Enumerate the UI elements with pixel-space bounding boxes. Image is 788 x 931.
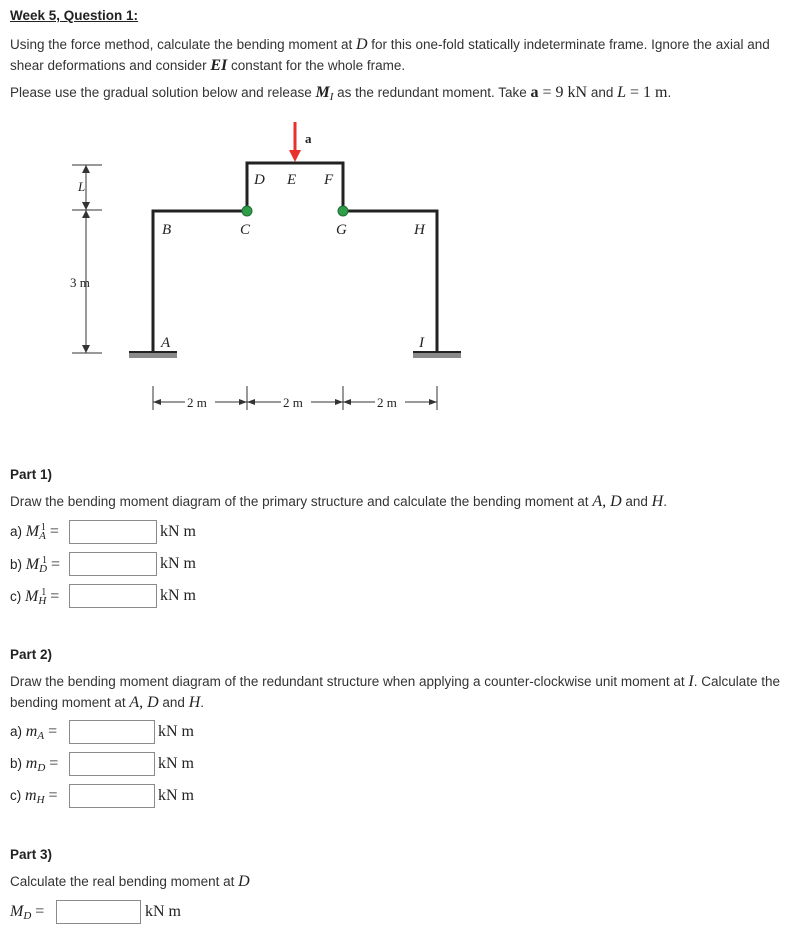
math-L-value: = 1 m bbox=[626, 84, 668, 101]
math-sub: A bbox=[37, 730, 45, 742]
node-label-E: E bbox=[287, 172, 297, 188]
part2-text-line-2 bbox=[10, 694, 204, 712]
math-sub: D bbox=[37, 762, 46, 774]
node-label-C: C bbox=[240, 222, 251, 238]
dim-label-L: L bbox=[78, 179, 86, 194]
load-arrow bbox=[289, 122, 301, 162]
hinge-G bbox=[338, 206, 348, 216]
part2-text-line-1 bbox=[10, 673, 780, 691]
dim-label-3m: 3 m bbox=[70, 275, 90, 290]
node-label-I: I bbox=[419, 335, 424, 351]
dim-arrowhead bbox=[343, 399, 351, 405]
dim-label-2m-1: 2 m bbox=[187, 395, 207, 410]
math-sup: 1 bbox=[42, 555, 48, 566]
part1-a-input[interactable] bbox=[69, 520, 157, 544]
part1-c-unit: kN m bbox=[160, 587, 196, 604]
math-sub-D: D bbox=[23, 910, 32, 922]
item-prefix: b) bbox=[10, 557, 26, 572]
part2-text2-end: . bbox=[200, 695, 205, 710]
frame-figure bbox=[0, 110, 788, 420]
part2-b-label: b) $m_D$ = bbox=[10, 755, 59, 774]
part1-c-label: c) $M_H^1$ = bbox=[10, 587, 60, 607]
part2-a-label: a) $m_A$ = bbox=[10, 723, 58, 742]
intro-line-3 bbox=[10, 84, 671, 103]
fixed-support-A bbox=[129, 352, 177, 358]
math-m: m bbox=[25, 723, 38, 740]
dim-arrowhead bbox=[247, 399, 255, 405]
part1-a-unit: kN m bbox=[160, 523, 196, 540]
dim-arrowhead bbox=[82, 165, 90, 173]
part3-input[interactable] bbox=[56, 900, 141, 924]
dimension-vertical bbox=[72, 165, 102, 353]
math-H: H bbox=[651, 493, 664, 510]
part2-text2-and: and bbox=[158, 695, 189, 710]
math-H: H bbox=[188, 694, 201, 711]
part1-b-unit: kN m bbox=[160, 555, 196, 572]
dim-arrowhead bbox=[239, 399, 247, 405]
dim-arrowhead bbox=[153, 399, 161, 405]
part3-text bbox=[10, 873, 250, 891]
part1-b-input[interactable] bbox=[69, 552, 157, 576]
node-label-F: F bbox=[324, 172, 334, 188]
intro-text: as the redundant moment. Take bbox=[333, 85, 531, 100]
math-M: M bbox=[25, 523, 40, 540]
part1-text-end: . bbox=[663, 494, 667, 509]
intro-line-1 bbox=[10, 36, 770, 54]
item-prefix: a) bbox=[10, 724, 26, 739]
part3-unit: kN m bbox=[145, 903, 181, 920]
part2-text-a: Draw the bending moment diagram of the redundant structure when applying a counter-clockwise unit moment at bbox=[10, 674, 689, 689]
math-sub: H bbox=[38, 595, 47, 607]
part2-heading: Part 2) bbox=[10, 647, 53, 662]
math-points: A, D bbox=[592, 493, 622, 510]
math-points: A, D bbox=[129, 694, 159, 711]
dim-arrowhead bbox=[82, 210, 90, 218]
part1-text bbox=[10, 493, 667, 511]
part2-b-input[interactable] bbox=[69, 752, 155, 776]
dim-label-2m-3: 2 m bbox=[377, 395, 397, 410]
part3-text-a: Calculate the real bending moment at bbox=[10, 874, 239, 889]
part1-heading: Part 1) bbox=[10, 467, 53, 482]
node-label-G: G bbox=[336, 222, 347, 238]
math-D: D bbox=[238, 873, 250, 890]
part2-a-unit: kN m bbox=[158, 723, 194, 740]
dim-arrowhead bbox=[82, 345, 90, 353]
part2-c-input[interactable] bbox=[69, 784, 155, 808]
math-M: M bbox=[315, 84, 330, 101]
fixed-support-I bbox=[413, 352, 461, 358]
intro-text: constant for the whole frame. bbox=[227, 58, 406, 73]
math-D: D bbox=[355, 36, 368, 53]
math-EI: EI bbox=[210, 57, 228, 74]
question-title: Week 5, Question 1: bbox=[10, 8, 139, 23]
part1-c-input[interactable] bbox=[69, 584, 157, 608]
item-prefix: c) bbox=[10, 788, 25, 803]
math-a-value: = 9 kN bbox=[538, 84, 588, 101]
item-prefix: a) bbox=[10, 524, 26, 539]
intro-text: . bbox=[667, 85, 672, 100]
part2-text2-a: bending moment at bbox=[10, 695, 130, 710]
part1-text-and: and bbox=[621, 494, 652, 509]
node-label-H: H bbox=[414, 222, 425, 238]
dim-label-2m-2: 2 m bbox=[283, 395, 303, 410]
part2-c-label: c) $m_H$ = bbox=[10, 787, 58, 806]
math-sub: H bbox=[36, 794, 45, 806]
math-sub: A bbox=[39, 530, 46, 542]
math-sup: 1 bbox=[41, 587, 47, 598]
item-prefix: c) bbox=[10, 589, 25, 604]
intro-text: Please use the gradual solution below and release bbox=[10, 85, 316, 100]
item-prefix: b) bbox=[10, 756, 26, 771]
part3-label: $M_D$ = bbox=[10, 903, 45, 922]
load-label-a: a bbox=[305, 131, 312, 146]
intro-line-2 bbox=[10, 57, 405, 75]
intro-text: for this one-fold statically indeterminate frame. Ignore the axial and bbox=[367, 37, 770, 52]
math-m: m bbox=[25, 787, 37, 804]
math-sub: D bbox=[39, 563, 48, 575]
frame-members bbox=[153, 163, 437, 352]
node-label-B: B bbox=[162, 222, 172, 238]
math-M: M bbox=[25, 588, 39, 605]
part1-b-label: b) $M_D^1$ = bbox=[10, 555, 61, 575]
node-label-D: D bbox=[254, 172, 265, 188]
part1-text-a: Draw the bending moment diagram of the primary structure and calculate the bending moment at bbox=[10, 494, 593, 509]
math-sup: 1 bbox=[40, 522, 46, 533]
part2-b-unit: kN m bbox=[158, 755, 194, 772]
dim-arrowhead bbox=[335, 399, 343, 405]
math-L: L bbox=[617, 84, 627, 101]
part2-a-input[interactable] bbox=[69, 720, 155, 744]
dim-arrowhead bbox=[429, 399, 437, 405]
part3-heading: Part 3) bbox=[10, 847, 53, 862]
part1-a-label: a) $M_A^1$ = bbox=[10, 522, 59, 542]
math-I: I bbox=[688, 673, 694, 690]
hinge-C bbox=[242, 206, 252, 216]
node-label-A: A bbox=[161, 335, 171, 351]
intro-text: shear deformations and consider bbox=[10, 58, 211, 73]
math-a: a bbox=[530, 84, 539, 101]
math-M: M bbox=[25, 556, 40, 573]
intro-text: Using the force method, calculate the bending moment at bbox=[10, 37, 356, 52]
dim-arrowhead bbox=[82, 202, 90, 210]
intro-text: and bbox=[587, 85, 618, 100]
math-M: M bbox=[10, 903, 24, 920]
part2-c-unit: kN m bbox=[158, 787, 194, 804]
math-sub-I: I bbox=[329, 91, 334, 103]
math-m: m bbox=[25, 755, 38, 772]
part2-text-b: . Calculate the bbox=[693, 674, 781, 689]
